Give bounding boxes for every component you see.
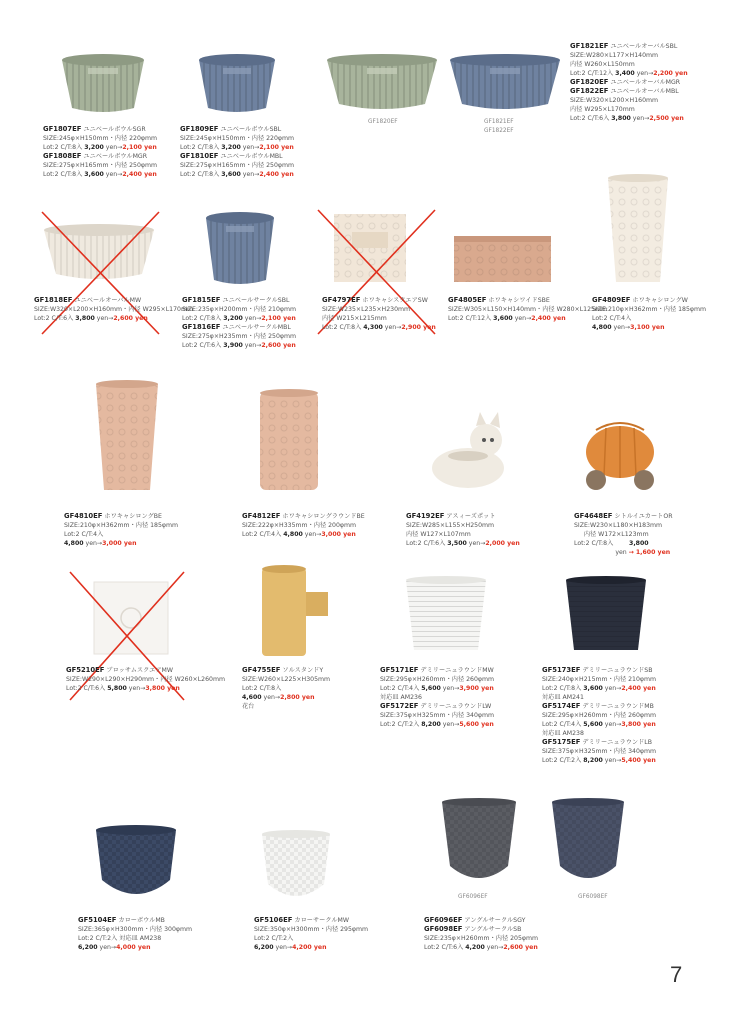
image-label-gf6098ef: GF6098EF — [578, 894, 608, 900]
caption-gf1807ef: GF1807EF ユニベールボウルSGR SIZE:245φ×H150mm・内径 220φmm Lot:2 C/T:8入 3,200 yen→2,100 yen GF1808EF ユニベールボウルMGR SIZE:275φ×H165mm・内径 250φmm Lot:2 C/T:8入 3,600 yen→2,400 yen — [43, 125, 158, 178]
image-label-gf1821ef: GF1821EF — [484, 119, 514, 125]
caption-gf5104ef: GF5104EF カローボウルMB SIZE:365φ×H300mm・内径 300φmm Lot:2 C/T:2入 対応皿 AM238 6,200 yen→4,000 yen — [78, 916, 193, 951]
caption-gf1821ef: GF1821EF ユニベールオーバルSBL SIZE:W280×L177×H140mm 内径 W260×L150mm Lot:2 C/T:12入 3,400 yen→2,200 yen GF1820EF ユニベールオーバルMGR GF1822EF ユニベールオーバルMBL SIZE:W320×L200×H160mm 内径 W295×L170mm Lot:2 C/T:6入 3,800 yen→2,500 yen — [570, 42, 688, 122]
caption-gf4192ef: GF4192EF アスィーズポット SIZE:W285×L155×H250mm 内径 W127×L107mm Lot:2 C/T:6入 3,500 yen→2,000 yen — [406, 512, 520, 547]
caption-gf4805ef: GF4805EF ホワキャシワイドSBE SIZE:W305×L150×H140mm・内径 W280×L125mm Lot:2 C/T:12入 3,600 yen→2,400 yen — [448, 296, 608, 322]
product-image-gf5171ef-demi-round-mw — [402, 574, 490, 656]
product-image-gf4809ef-long-w — [604, 172, 672, 288]
product-image-gf4805ef-wide-sbe — [450, 230, 555, 286]
caption-gf5106ef: GF5106EF カローサークルMW SIZE:350φ×H300mm・内径 295φmm Lot:2 C/T:2入 6,200 yen→4,200 yen — [254, 916, 369, 951]
product-image-gf4648ef-pumpkin-cart — [582, 420, 658, 494]
product-image-gf6096ef-angle-circle-sgy — [438, 796, 520, 888]
caption-gf4810ef: GF4810EF ホワキャシロングBE SIZE:210φ×H362mm・内径 185φmm Lot:2 C/T:4入 4,800 yen→3,000 yen — [64, 512, 179, 547]
caption-gf5173ef: GF5173EF デミリーニュラウンドSB SIZE:240φ×H215mm・内径 210φmm Lot:2 C/T:8入 3,600 yen→2,400 yen 対応皿 AM241 GF5174EF デミリーニュラウンドMB SIZE:295φ×H260mm・内径 260φmm Lot:2 C/T:4入 5,600 yen→3,800 yen 対応皿 AM238 GF5175EF デミリーニュラウンドLB SIZE:375φ×H325mm・内径 340φmm Lot:2 C/T:2入 8,200 yen→5,400 yen — [542, 666, 657, 764]
image-label-gf6096ef: GF6096EF — [458, 894, 488, 900]
product-image-gf5104ef-carre-bowl-mb — [92, 824, 180, 906]
product-image-gf1820ef-oval-mgr — [323, 52, 441, 114]
product-image-gf1807ef-bowl-sgr — [58, 52, 148, 116]
caption-gf4809ef: GF4809EF ホワキャシロングW SIZE:210φ×H362mm・内径 185φmm Lot:2 C/T:4入 4,800 yen→3,100 yen — [592, 296, 707, 331]
caption-gf1809ef: GF1809EF ユニベールボウルSBL SIZE:245φ×H150mm・内径 220φmm Lot:2 C/T:8入 3,200 yen→2,100 yen GF1810EF ユニベールボウルMBL SIZE:275φ×H165mm・内径 250φmm Lot:2 C/T:8入 3,600 yen→2,400 yen — [180, 125, 295, 178]
caption-gf4755ef: GF4755EF ソルスタンドY SIZE:W260×L225×H305mm Lot:2 C/T:8入 4,600 yen→2,800 yen 花台 — [242, 666, 331, 710]
caption-gf4797ef: GF4797EF ホワキャシスクエアSW SIZE:W235×L235×H230mm 内径 W215×L215mm Lot:2 C/T:8入 4,300 yen→2,900 yen — [322, 296, 436, 331]
caption-gf1815ef: GF1815EF ユニベールサークルSBL SIZE:235φ×H200mm・内径 210φmm Lot:2 C/T:8入 3,200 yen→2,100 yen GF1816EF ユニベールサークルMBL SIZE:275φ×H235mm・内径 250φmm Lot:2 C/T:6入 3,900 yen→2,600 yen — [182, 296, 297, 349]
image-label-gf1820ef: GF1820EF — [368, 119, 398, 125]
caption-gf4648ef: GF4648EF シトルイユカートOR SIZE:W230×L180×H183mm 内径 W172×L123mm Lot:2 C/T:8入 3,800 yen → 1,600 yen — [574, 512, 673, 556]
product-image-gf1809ef-bowl-sbl — [195, 52, 279, 116]
caption-gf5210ef: GF5210EF ブロッサムスクエアMW SIZE:W290×L290×H290mm・内径 W260×L260mm Lot:2 C/T:6入 5,800 yen→3,800 yen — [66, 666, 226, 692]
product-image-gf1815ef-circle-sbl — [202, 210, 278, 288]
caption-gf1818ef: GF1818EF ユニベールオーバルMW SIZE:W320×L200×H160mm・内径 W295×L170mm Lot:2 C/T:6入 3,800 yen→2,600 yen — [34, 296, 194, 322]
product-image-gf5106ef-carre-circle-mw — [258, 828, 334, 906]
product-image-gf6098ef-angle-circle-sb — [548, 796, 628, 888]
product-image-gf5173ef-demi-round-sb — [562, 574, 650, 656]
product-image-gf4810ef-long-be — [92, 378, 162, 496]
product-image-gf4192ef-dog-pot — [424, 412, 512, 494]
product-image-gf1821ef-oval-sbl — [446, 52, 564, 114]
image-label-gf1822ef: GF1822EF — [484, 128, 514, 134]
caption-gf5171ef: GF5171EF デミリーニュラウンドMW SIZE:295φ×H260mm・内径 260φmm Lot:2 C/T:4入 5,600 yen→3,900 yen 対応皿 AM236 GF5172EF デミリーニュラウンドLW SIZE:375φ×H325mm・内径 340φmm Lot:2 C/T:2入 8,200 yen→5,600 yen — [380, 666, 495, 728]
page-number: 7 — [670, 962, 683, 987]
caption-gf4812ef: GF4812EF ホワキャシロングラウンドBE SIZE:222φ×H335mm・内径 200φmm Lot:2 C/T:4入 4,800 yen→3,000 yen — [242, 512, 365, 538]
product-image-gf4812ef-round-be — [254, 386, 324, 494]
caption-gf6096ef: GF6096EF アングルサークルSGY GF6098EF アングルサークルSB SIZE:235φ×H260mm・内径 205φmm Lot:2 C/T:6入 4,200 yen→2,600 yen — [424, 916, 539, 951]
product-image-gf4755ef-stand-y — [252, 562, 332, 660]
